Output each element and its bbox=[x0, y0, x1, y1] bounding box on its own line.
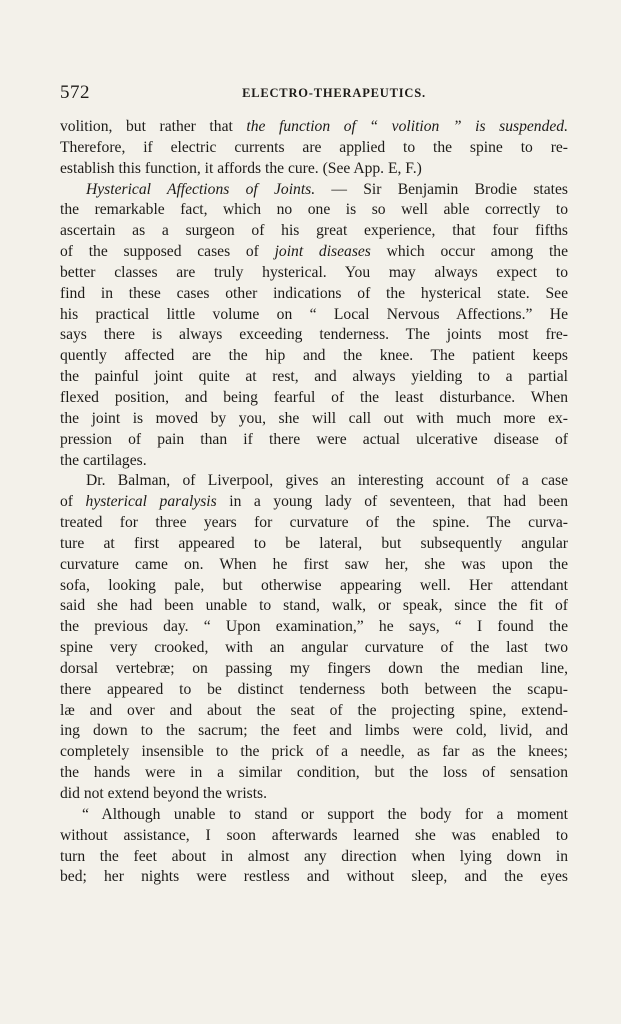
text-line-roman: says there is always exceeding tenderness. The joints most fre- bbox=[60, 326, 568, 344]
text-line-italic: Hysterical Affections of Joints. bbox=[86, 180, 316, 198]
text-line-roman: the joint is moved by you, she will call out with much more ex- bbox=[60, 409, 568, 427]
text-line bbox=[60, 409, 568, 430]
text-line-roman: find in these cases other indications of the hysterical state. See bbox=[60, 284, 568, 302]
text-line bbox=[60, 221, 568, 242]
text-line-roman-tail: in a young lady of seventeen, that had been bbox=[216, 493, 568, 511]
text-line-roman: there appeared to be distinct tenderness both between the scapu- bbox=[60, 680, 568, 698]
text-line-roman: the cartilages. bbox=[60, 451, 147, 469]
text-line-roman: bed; her nights were restless and without sleep, and the eyes bbox=[60, 868, 568, 886]
text-line bbox=[60, 117, 568, 138]
text-line bbox=[60, 305, 568, 326]
text-line-roman: the hands were in a similar condition, but the loss of sensation bbox=[60, 764, 568, 782]
text-line bbox=[60, 638, 568, 659]
text-line-roman-tail: which occur among the bbox=[370, 243, 569, 261]
text-line bbox=[60, 492, 568, 513]
text-line bbox=[60, 763, 568, 784]
text-line-roman: flexed position, and being fearful of the least disturbance. When bbox=[60, 388, 568, 406]
text-line-roman: ing down to the sacrum; the feet and limbs were cold, livid, and bbox=[60, 722, 568, 740]
text-line bbox=[60, 180, 568, 201]
text-line-roman: quently affected are the hip and the knee. The patient keeps bbox=[60, 347, 568, 365]
text-line-roman: completely insensible to the prick of a needle, as far as the knees; bbox=[60, 743, 568, 761]
text-line bbox=[60, 555, 568, 576]
text-line-roman: “ Although unable to stand or support the body for a moment bbox=[82, 805, 568, 823]
text-line-roman: pression of pain than if there were actual ulcerative disease of bbox=[60, 430, 568, 448]
text-line bbox=[60, 513, 568, 534]
text-line-roman: Therefore, if electric currents are applied to the spine to re- bbox=[60, 138, 568, 156]
text-line bbox=[60, 659, 568, 680]
text-line-roman: sofa, looking pale, but otherwise appearing well. Her attendant bbox=[60, 576, 568, 594]
text-line-italic: the function of “ volition ” is suspended. bbox=[246, 118, 568, 135]
text-line-roman: ascertain as a surgeon of his great experience, that four fifths bbox=[60, 222, 568, 240]
text-line-roman: the painful joint quite at rest, and always yielding to a partial bbox=[60, 368, 568, 386]
text-line bbox=[60, 284, 568, 305]
text-line bbox=[60, 867, 568, 888]
text-line bbox=[60, 680, 568, 701]
text-line-roman: establish this function, it affords the cure. (See App. E, F.) bbox=[60, 159, 422, 177]
text-line-roman: did not extend beyond the wrists. bbox=[60, 785, 268, 802]
text-line-roman: his practical little volume on “ Local Nervous Affections.” He bbox=[60, 305, 568, 323]
text-line bbox=[60, 388, 568, 409]
text-line-roman: better classes are truly hysterical. You may always expect to bbox=[60, 263, 568, 281]
text-line bbox=[60, 367, 568, 388]
text-line-roman: volition, but rather that bbox=[60, 118, 247, 135]
text-line bbox=[60, 325, 568, 346]
text-line-roman: turn the feet about in almost any direction when lying down in bbox=[60, 847, 568, 865]
text-line-italic: hysterical paralysis bbox=[85, 493, 217, 511]
running-title: ELECTRO-THERAPEUTICS. bbox=[242, 86, 426, 100]
text-line-roman: without assistance, I soon afterwards learned she was enabled to bbox=[60, 826, 568, 844]
text-line bbox=[60, 242, 568, 263]
text-line bbox=[60, 596, 568, 617]
text-line-roman: spine very crooked, with an angular curvature of the last two bbox=[60, 639, 568, 657]
text-line-roman: the previous day. “ Upon examination,” he says, “ I found the bbox=[60, 618, 568, 636]
text-line bbox=[60, 805, 568, 826]
text-line-roman: of the supposed cases of bbox=[60, 243, 275, 261]
text-line bbox=[60, 826, 568, 847]
text-line bbox=[60, 159, 568, 180]
text-line-roman: læ and over and about the seat of the projecting spine, extend- bbox=[60, 701, 568, 719]
text-line bbox=[60, 451, 568, 472]
body-text bbox=[60, 117, 568, 888]
text-line bbox=[60, 138, 568, 159]
text-line bbox=[60, 430, 568, 451]
text-line-roman: Dr. Balman, of Liverpool, gives an interesting account of a case bbox=[86, 472, 568, 490]
text-line-roman: dorsal vertebræ; on passing my fingers down the median line, bbox=[60, 659, 568, 677]
text-line bbox=[60, 784, 568, 805]
text-line bbox=[60, 721, 568, 742]
text-line bbox=[60, 576, 568, 597]
text-line bbox=[60, 534, 568, 555]
text-line bbox=[60, 617, 568, 638]
text-line bbox=[60, 200, 568, 221]
text-line-roman: said she had been unable to stand, walk, or speak, since the fit of bbox=[60, 597, 568, 615]
text-line-roman: treated for three years for curvature of the spine. The curva- bbox=[60, 514, 568, 532]
text-line bbox=[60, 263, 568, 284]
text-line-roman: of bbox=[60, 493, 86, 511]
text-line-roman: the remarkable fact, which no one is so well able correctly to bbox=[60, 201, 568, 219]
running-head bbox=[60, 82, 568, 104]
text-line bbox=[60, 701, 568, 722]
text-line bbox=[60, 847, 568, 868]
text-line bbox=[60, 346, 568, 367]
text-line bbox=[60, 471, 568, 492]
text-line-roman: curvature came on. When he first saw her, she was upon the bbox=[60, 555, 568, 573]
page-number: 572 bbox=[60, 82, 90, 103]
text-line bbox=[60, 742, 568, 763]
text-line-roman: ture at first appeared to be lateral, but subsequently angular bbox=[60, 534, 568, 552]
text-line-roman-tail: — Sir Benjamin Brodie states bbox=[315, 180, 568, 198]
text-line-italic: joint diseases bbox=[274, 243, 371, 261]
